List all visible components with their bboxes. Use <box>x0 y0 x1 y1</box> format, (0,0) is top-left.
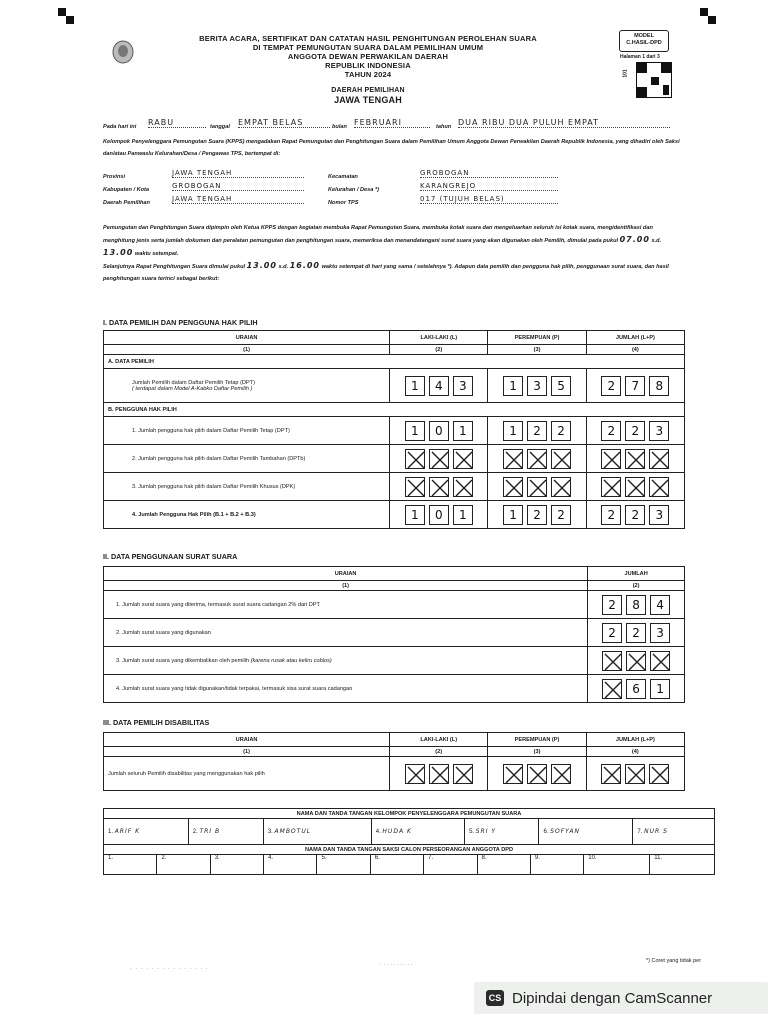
crossed-box <box>405 764 425 784</box>
group-b-label: B. PENGGUNA HAK PILIH <box>104 403 685 417</box>
signature-number: 6. <box>543 829 549 835</box>
crossed-box <box>649 449 669 469</box>
row-label: 3. Jumlah surat suara yang dikembalikan oleh pemilih (karena rusak atau keliru coblos) <box>104 647 588 675</box>
month-label: bulan <box>332 124 347 130</box>
saksi-row <box>104 855 715 875</box>
col-uraian: URAIAN <box>104 331 390 345</box>
region-value: JAWA TENGAH <box>334 95 402 105</box>
crossed-box <box>527 764 547 784</box>
page-indicator: Halaman 1 dari 3 <box>620 54 660 60</box>
table-row <box>104 757 685 791</box>
provinsi-value: JAWA TENGAH <box>172 169 304 178</box>
digits-laki <box>394 421 483 441</box>
kpps-signature-cell <box>465 819 539 845</box>
dapil-label: Daerah Pemilihan <box>103 200 150 206</box>
kpps-signature-cell <box>633 819 715 845</box>
digits-laki <box>394 376 483 396</box>
table-row <box>104 445 685 473</box>
signature-name: SOFYAN <box>550 828 580 835</box>
digit-box: 4 <box>650 595 670 615</box>
crossed-box <box>429 449 449 469</box>
crossed-boxes <box>394 449 483 469</box>
crossed-box <box>405 477 425 497</box>
month-value: FEBRUARI <box>354 118 430 128</box>
registration-mark <box>700 8 708 16</box>
footer-note: *) Coret yang tidak per <box>646 958 702 964</box>
crossed-box <box>601 449 621 469</box>
crossed-boxes <box>492 764 581 784</box>
crossed-box <box>405 449 425 469</box>
col-number: (4) <box>586 747 684 757</box>
table-row <box>104 369 685 403</box>
signature-number: 5. <box>469 829 475 835</box>
signature-number: 8. <box>481 855 487 861</box>
digit-box: 2 <box>602 623 622 643</box>
date-label: tanggal <box>210 124 230 130</box>
table-row <box>104 647 685 675</box>
crossed-boxes <box>591 477 680 497</box>
kpps-signature-cell <box>539 819 633 845</box>
digits-jumlah <box>592 679 680 699</box>
digit-box: 2 <box>626 623 646 643</box>
col-number: (4) <box>586 345 684 355</box>
tps-label: Nomor TPS <box>328 200 359 206</box>
digit-box: 7 <box>625 376 645 396</box>
saksi-signature-cell <box>424 855 477 875</box>
digits-perempuan <box>492 376 581 396</box>
counting-text: Selanjutnya Rapat Penghitungan Suara dimulai pukul 13.00 s.d. 16.00 waktu setempat di hari yang sama / setelahnya *). Adapun data pemilih dan pengguna hak pilih, penggunaan surat suara, dan hasil penghitungan suara terinci sebagai berikut: <box>103 261 669 282</box>
col-number: (2) <box>390 345 488 355</box>
signature-name: NUR S <box>644 828 668 835</box>
digit-box: 8 <box>649 376 669 396</box>
saksi-title: NAMA DAN TANDA TANGAN SAKSI CALON PERSEORANGAN ANGGOTA DPD <box>104 845 715 855</box>
group-a-label: A. DATA PEMILIH <box>104 355 685 369</box>
col-laki: LAKI-LAKI (L) <box>390 331 488 345</box>
crossed-boxes <box>492 449 581 469</box>
saksi-signature-cell <box>157 855 210 875</box>
kecamatan-value: GROBOGAN <box>420 169 558 178</box>
col-number: (2) <box>588 581 685 591</box>
day-label: Pada hari ini <box>103 124 137 130</box>
crossed-box <box>625 764 645 784</box>
crossed-box <box>551 764 571 784</box>
digit-box: 3 <box>650 623 670 643</box>
digits-laki <box>394 505 483 525</box>
section-3-title: III. DATA PEMILIH DISABILITAS <box>103 718 210 727</box>
digits-perempuan <box>492 421 581 441</box>
table-row <box>104 675 685 703</box>
col-laki: LAKI-LAKI (L) <box>390 733 488 747</box>
scanner-text: Dipindai dengan CamScanner <box>512 989 713 1007</box>
crossed-box <box>551 449 571 469</box>
signature-number: 5. <box>321 855 327 861</box>
col-number: (3) <box>488 747 586 757</box>
crossed-boxes <box>592 651 680 671</box>
digit-box: 2 <box>602 595 622 615</box>
crossed-box <box>601 477 621 497</box>
saksi-signature-cell <box>530 855 583 875</box>
kpps-signature-table <box>103 808 715 845</box>
saksi-signature-cell <box>584 855 650 875</box>
col-uraian: URAIAN <box>104 733 390 747</box>
date-value: EMPAT BELAS <box>238 118 330 128</box>
digit-box: 3 <box>527 376 547 396</box>
side-code: 101 <box>622 69 629 78</box>
digit-box: 2 <box>625 505 645 525</box>
digit-box: 1 <box>503 421 523 441</box>
signature-name: AMBOTUL <box>274 828 312 835</box>
year-value: DUA RIBU DUA PULUH EMPAT <box>458 118 670 128</box>
crossed-box <box>453 764 473 784</box>
saksi-signature-cell <box>104 855 157 875</box>
digits-jumlah <box>592 623 680 643</box>
signature-number: 2. <box>192 829 198 835</box>
digit-box: 1 <box>405 421 425 441</box>
qr-code <box>636 62 672 98</box>
col-jumlah: JUMLAH (L+P) <box>586 733 684 747</box>
signature-name: ARIF K <box>114 828 141 835</box>
digit-box: 0 <box>429 421 449 441</box>
signature-number: 7. <box>428 855 434 861</box>
digit-box: 2 <box>551 421 571 441</box>
crossed-box <box>649 764 669 784</box>
kpps-signature-cell <box>104 819 189 845</box>
crossed-box <box>649 477 669 497</box>
intro-text: Kelompok Penyelenggara Pemungutan Suara (KPPS) mengadakan Rapat Pemungutan dan Penghitungan Suara dalam Pemilihan Umum Anggota Dewan Perwakilan Daerah Republik Indonesia, yang dihadiri oleh Saksi dan/atau Panwaslu Kelurahan/Desa / Pengawas TPS, bertempat di: <box>103 139 680 157</box>
kpps-signature-cell <box>188 819 263 845</box>
saksi-signature-cell <box>650 855 715 875</box>
crossed-boxes <box>394 764 483 784</box>
signature-number: 2. <box>161 855 167 861</box>
crossed-boxes <box>591 764 680 784</box>
row-label: 1. Jumlah surat suara yang diterima, termasuk surat suara cadangan 2% dari DPT <box>104 591 588 619</box>
registration-mark <box>708 16 716 24</box>
footer-left-mark: · · · · · · · · · · · · · · · <box>130 966 209 972</box>
digit-box: 1 <box>503 376 523 396</box>
col-perempuan: PEREMPUAN (P) <box>488 733 586 747</box>
signature-number: 6. <box>374 855 380 861</box>
digits-jumlah <box>591 376 680 396</box>
row-label: 3. Jumlah pengguna hak pilih dalam Daftar Pemilih Khusus (DPK) <box>104 473 390 501</box>
saksi-signature-cell <box>370 855 423 875</box>
signature-number: 3. <box>214 855 220 861</box>
col-jumlah: JUMLAH <box>588 567 685 581</box>
col-number: (1) <box>104 581 588 591</box>
signature-number: 3. <box>267 829 273 835</box>
col-number: (1) <box>104 747 390 757</box>
signature-number: 11. <box>654 855 663 861</box>
col-perempuan: PEREMPUAN (P) <box>488 331 586 345</box>
digit-box: 1 <box>503 505 523 525</box>
digit-box: 3 <box>649 505 669 525</box>
document-title: BERITA ACARA, SERTIFIKAT DAN CATATAN HASIL PENGHITUNGAN PEROLEHAN SUARA DI TEMPAT PEMUNGUTAN SUARA DALAM PEMILIHAN UMUM ANGGOTA DEWAN PERWAKILAN DAERAH REPUBLIK INDONESIA TAHUN 2024 <box>199 34 537 79</box>
day-value: RABU <box>148 118 206 128</box>
crossed-box <box>650 651 670 671</box>
signature-number: 1. <box>108 855 114 861</box>
crossed-box <box>527 449 547 469</box>
row-label: Jumlah Pemilih dalam Daftar Pemilih Tetap (DPT) ( terdapat dalam Model A-Kabko Daftar Pemilih ) <box>104 369 390 403</box>
col-number: (2) <box>390 747 488 757</box>
saksi-signature-cell <box>264 855 317 875</box>
digit-box: 2 <box>625 421 645 441</box>
crossed-box <box>453 449 473 469</box>
table-row <box>104 591 685 619</box>
section-2-title: II. DATA PENGGUNAAN SURAT SUARA <box>103 552 238 561</box>
camscanner-logo-icon: CS <box>486 990 504 1006</box>
year-label: tahun <box>436 124 452 130</box>
digit-box: 8 <box>626 595 646 615</box>
signature-number: 9. <box>534 855 540 861</box>
crossed-box <box>503 449 523 469</box>
table-row <box>104 417 685 445</box>
kabupaten-value: GROBOGAN <box>172 182 304 191</box>
crossed-box <box>602 679 622 699</box>
table-row <box>104 619 685 647</box>
crossed-box <box>503 477 523 497</box>
saksi-signature-cell <box>210 855 263 875</box>
crossed-box <box>625 477 645 497</box>
digit-box: 2 <box>601 505 621 525</box>
kelurahan-value: KARANGREJO <box>420 182 558 191</box>
saksi-signature-cell <box>477 855 530 875</box>
registration-mark <box>66 16 74 24</box>
row-label: 2. Jumlah surat suara yang digunakan <box>104 619 588 647</box>
section-3-table <box>103 732 685 791</box>
signature-name: TRI B <box>199 828 221 835</box>
crossed-boxes <box>591 449 680 469</box>
col-number: (3) <box>488 345 586 355</box>
scanner-watermark <box>474 982 768 1014</box>
signature-name: HUDA K <box>382 828 412 835</box>
signature-name: SRI Y <box>475 828 497 835</box>
crossed-boxes <box>394 477 483 497</box>
digits-jumlah <box>592 595 680 615</box>
section-1-title: I. DATA PEMILIH DAN PENGGUNA HAK PILIH <box>103 318 258 327</box>
crossed-box <box>503 764 523 784</box>
crossed-box <box>453 477 473 497</box>
registration-mark <box>58 8 66 16</box>
signature-number: 10. <box>588 855 597 861</box>
col-jumlah: JUMLAH (L+P) <box>586 331 684 345</box>
crossed-box <box>601 764 621 784</box>
dapil-value: JAWA TENGAH <box>172 195 304 204</box>
table-row <box>104 473 685 501</box>
kelurahan-label: Kelurahan / Desa *) <box>328 187 379 193</box>
crossed-boxes <box>492 477 581 497</box>
saksi-signature-cell <box>317 855 370 875</box>
digit-box: 0 <box>429 505 449 525</box>
digit-box: 1 <box>453 421 473 441</box>
row-label: 4. Jumlah surat suara yang tidak digunakan/tidak terpakai, termasuk sisa surat suara cadangan <box>104 675 588 703</box>
model-box: MODEL C.HASIL-DPD <box>619 30 669 52</box>
kecamatan-label: Kecamatan <box>328 174 358 180</box>
digit-box: 1 <box>453 505 473 525</box>
procedure-text: Pemungutan dan Penghitungan Suara dipimpin oleh Ketua KPPS dengan kegiatan membuka Rapat Pemungutan Suara, membuka kotak suara dan mengeluarkan seluruh isi kotak suara, mengidentifikasi dan menghitung jenis serta jumlah dokumen dan peralatan pemungutan dan penghitungan suara, memeriksa dan menandatangani surat suara yang akan digunakan oleh Pemilih, dimulai pada pukul 07.00 s.d. 13.00 waktu setempat. <box>103 225 662 257</box>
row-label: 4. Jumlah Pengguna Hak Pilih (B.1 + B.2 + B.3) <box>104 501 390 529</box>
digit-box: 6 <box>626 679 646 699</box>
crossed-box <box>625 449 645 469</box>
digit-box: 1 <box>650 679 670 699</box>
digits-jumlah <box>591 505 680 525</box>
col-uraian: URAIAN <box>104 567 588 581</box>
digit-box: 2 <box>601 421 621 441</box>
crossed-box <box>527 477 547 497</box>
signature-number: 4. <box>375 829 381 835</box>
digit-box: 2 <box>527 421 547 441</box>
crossed-box <box>429 764 449 784</box>
saksi-signature-table <box>103 844 715 875</box>
signature-number: 1. <box>108 829 114 835</box>
table-row <box>104 501 685 529</box>
kpps-title: NAMA DAN TANDA TANGAN KELOMPOK PENYELENGGARA PEMUNGUTAN SUARA <box>104 809 715 819</box>
kabupaten-label: Kabupaten / Kota <box>103 187 149 193</box>
digits-jumlah <box>591 421 680 441</box>
section-1-table <box>103 330 685 529</box>
section-2-table <box>103 566 685 703</box>
crossed-box <box>626 651 646 671</box>
digit-box: 2 <box>527 505 547 525</box>
col-number: (1) <box>104 345 390 355</box>
digits-perempuan <box>492 505 581 525</box>
kpps-row <box>104 819 715 845</box>
digit-box: 2 <box>601 376 621 396</box>
digit-box: 3 <box>453 376 473 396</box>
crossed-box <box>429 477 449 497</box>
digit-box: 4 <box>429 376 449 396</box>
digit-box: 1 <box>405 376 425 396</box>
signature-number: 7. <box>637 829 643 835</box>
row-label: 1. Jumlah pengguna hak pilih dalam Daftar Pemilih Tetap (DPT) <box>104 417 390 445</box>
garuda-emblem <box>112 40 134 64</box>
provinsi-label: Provinsi <box>103 174 126 180</box>
signature-number: 4. <box>268 855 274 861</box>
crossed-box <box>602 651 622 671</box>
kpps-signature-cell <box>371 819 464 845</box>
footer-center-mark: · · · · · · · · · · <box>380 962 413 968</box>
kpps-signature-cell <box>263 819 371 845</box>
tps-value: 017 (TUJUH BELAS) <box>420 195 558 204</box>
digit-box: 2 <box>551 505 571 525</box>
digit-box: 1 <box>405 505 425 525</box>
digit-box: 5 <box>551 376 571 396</box>
region-label: DAERAH PEMILIHAN <box>331 87 405 94</box>
digit-box: 3 <box>649 421 669 441</box>
row-label: Jumlah seluruh Pemilih disabilitas yang menggunakan hak pilih <box>104 757 390 791</box>
crossed-box <box>551 477 571 497</box>
row-label: 2. Jumlah pengguna hak pilih dalam Daftar Pemilih Tambahan (DPTb) <box>104 445 390 473</box>
